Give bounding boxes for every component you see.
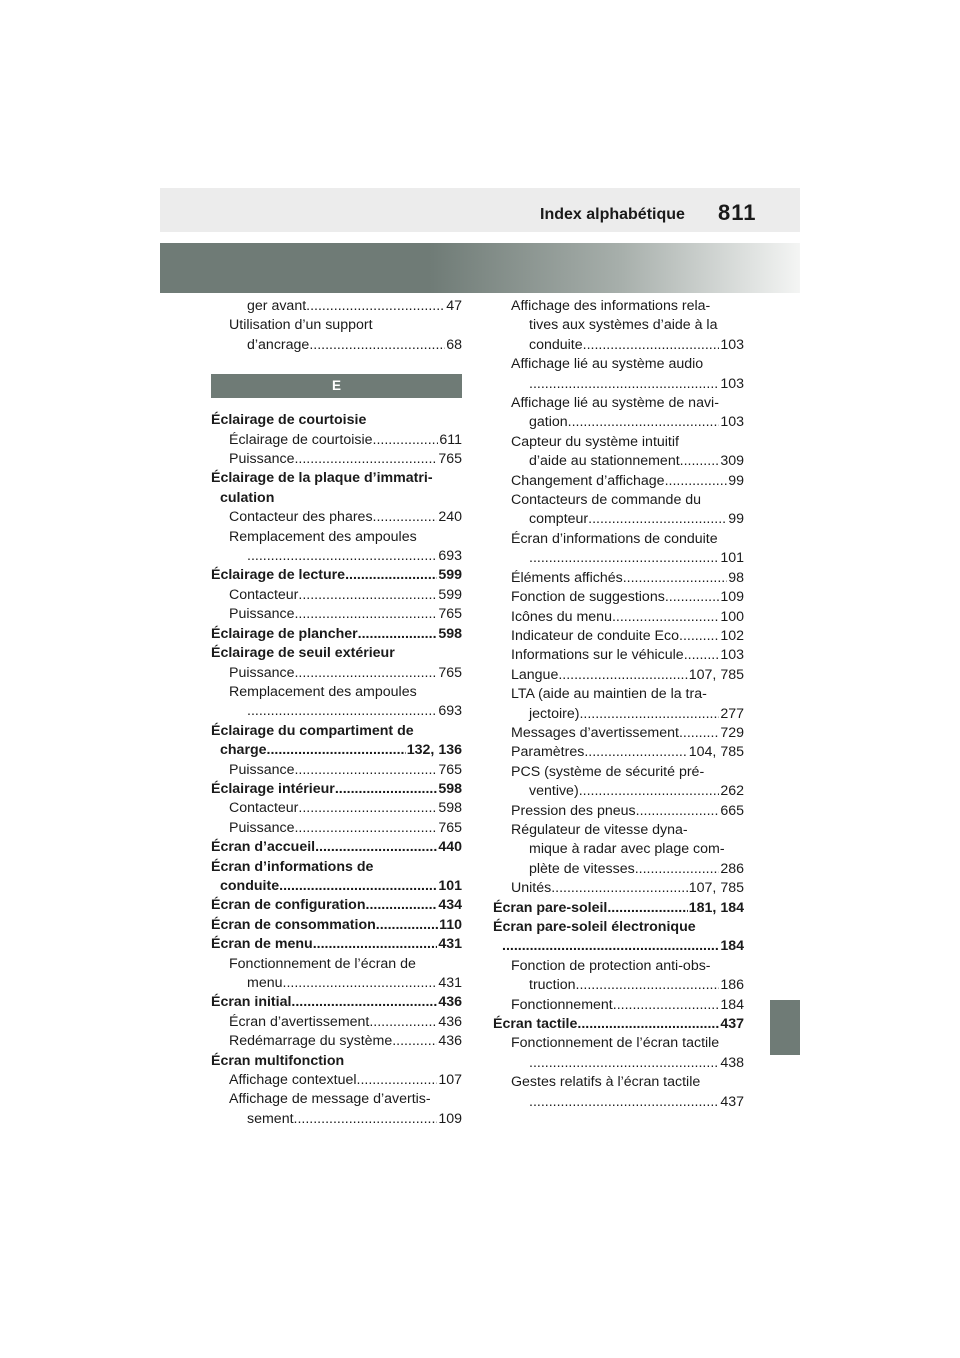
index-entry-text: Éclairage de plancher <box>211 625 358 642</box>
index-entry-text: Écran de menu <box>211 936 313 953</box>
dot-leader <box>294 605 437 624</box>
page-reference: 611 <box>439 431 462 448</box>
index-entry <box>493 802 744 821</box>
index-entry <box>211 316 462 335</box>
index-entry <box>211 625 462 644</box>
index-entry <box>211 858 462 877</box>
index-entry-text: Puissance <box>229 761 295 778</box>
index-entry <box>211 955 462 974</box>
dot-leader <box>579 705 719 724</box>
index-entry <box>211 566 462 585</box>
page-reference: 765 <box>438 761 462 778</box>
index-entry-text: plète de vitesses <box>529 860 635 877</box>
index-entry <box>211 489 462 508</box>
index-entry <box>493 413 744 432</box>
page-reference: 599 <box>438 567 462 584</box>
dot-leader <box>684 646 720 665</box>
index-entry-text: ventive) <box>529 783 579 800</box>
dot-leader <box>607 899 687 918</box>
index-entry-text: d’ancrage <box>247 336 310 353</box>
index-entry <box>493 840 744 859</box>
index-entry <box>493 743 744 762</box>
dot-leader <box>309 336 445 355</box>
index-entry <box>493 705 744 724</box>
index-entry-text: Éclairage du compartiment de <box>211 722 414 739</box>
page-reference: 103 <box>720 336 744 353</box>
page-reference: 693 <box>438 703 462 720</box>
index-entry <box>211 664 462 683</box>
index-entry <box>493 472 744 491</box>
index-entry <box>493 685 744 704</box>
dot-leader <box>298 586 437 605</box>
index-entry-text: conduite <box>220 877 280 894</box>
dot-leader <box>267 741 406 760</box>
index-entry <box>211 508 462 527</box>
dot-leader <box>298 799 437 818</box>
index-entry-text: Écran pare-soleil électronique <box>493 919 696 935</box>
index-entry-text: Écran tactile <box>493 1016 578 1033</box>
index-entry <box>211 528 462 547</box>
index-entry <box>493 588 744 607</box>
index-entry <box>493 666 744 685</box>
dot-leader <box>294 450 437 469</box>
dot-leader <box>247 702 437 721</box>
index-entry <box>211 799 462 818</box>
dot-leader <box>577 1015 719 1034</box>
page-reference: 181, 184 <box>688 899 744 916</box>
index-entry-text: Redémarrage du système <box>229 1033 393 1050</box>
index-entry-text: Changement d’affichage <box>511 472 665 489</box>
dot-leader <box>583 336 720 355</box>
page-reference: 436 <box>438 1013 462 1030</box>
left-column <box>211 297 462 1129</box>
section-letter-bar <box>211 374 462 398</box>
index-entry <box>493 1034 744 1053</box>
page-reference: 434 <box>438 897 462 914</box>
page-reference: 47 <box>446 298 462 314</box>
index-entry <box>493 899 744 918</box>
page-reference: 765 <box>438 606 462 623</box>
page-reference: 438 <box>720 1054 744 1071</box>
dot-leader <box>680 452 720 471</box>
index-entry <box>211 1052 462 1071</box>
index-entry <box>211 450 462 469</box>
page-reference: 100 <box>720 608 744 625</box>
page-reference: 110 <box>439 916 462 933</box>
dot-leader <box>558 666 687 685</box>
index-entry-text: Puissance <box>229 664 295 681</box>
index-entry <box>493 569 744 588</box>
dot-leader <box>612 608 719 627</box>
index-entry <box>493 433 744 452</box>
dot-leader <box>579 782 720 801</box>
index-entry-text: PCS (système de sécurité pré- <box>511 763 705 780</box>
index-entry-text: conduite <box>529 336 583 353</box>
index-entry-text: d’aide au stationnement <box>529 453 680 470</box>
page-reference: 665 <box>720 802 744 819</box>
dot-leader <box>551 879 688 898</box>
dot-leader <box>529 1054 719 1073</box>
index-entry <box>493 608 744 627</box>
index-entry <box>493 879 744 898</box>
page-reference: 309 <box>720 453 744 470</box>
thumb-index-tab <box>770 1000 800 1055</box>
index-entry <box>493 316 744 335</box>
index-entry <box>493 297 744 316</box>
index-entry-text: Écran multifonction <box>211 1052 345 1069</box>
dot-leader <box>529 1093 719 1112</box>
dot-leader <box>373 508 438 527</box>
page-reference: 99 <box>728 511 744 528</box>
dot-leader <box>529 549 719 568</box>
page-reference: 109 <box>438 1110 462 1127</box>
page-reference: 599 <box>438 586 462 603</box>
index-entry <box>211 819 462 838</box>
index-entry-text: gation <box>529 414 568 431</box>
index-entry-text: Éclairage intérieur <box>211 780 335 797</box>
index-entry <box>493 763 744 782</box>
index-entry-text: Éclairage de lecture <box>211 567 346 584</box>
dot-leader <box>358 625 438 644</box>
index-entry-text: Unités <box>511 880 552 897</box>
index-entry-text: Utilisation d’un support <box>229 317 373 334</box>
page-reference: 436 <box>438 994 462 1011</box>
index-entry <box>211 741 462 760</box>
index-entry-text: Écran pare-soleil <box>493 899 608 916</box>
page-reference: 431 <box>438 936 462 953</box>
page-reference: 107, 785 <box>688 666 744 683</box>
dot-leader <box>366 896 438 915</box>
index-entry <box>211 605 462 624</box>
index-entry <box>211 1090 462 1109</box>
index-entry-text: jectoire) <box>529 705 580 722</box>
page-reference: 186 <box>720 977 744 994</box>
dot-leader <box>373 431 439 450</box>
index-entry-text: Puissance <box>229 606 295 623</box>
index-entry-text: Remplacement des ampoules <box>229 528 417 545</box>
index-entry <box>211 1110 462 1129</box>
index-entry <box>211 916 462 935</box>
dot-leader <box>306 297 445 316</box>
page-reference: 765 <box>438 451 462 468</box>
index-entry-text: Fonction de suggestions <box>511 589 665 606</box>
index-entry <box>211 935 462 954</box>
index-entry-text: charge <box>220 742 267 759</box>
dot-leader <box>502 937 719 956</box>
index-entry <box>211 838 462 857</box>
dot-leader <box>576 976 720 995</box>
right-entries <box>493 297 744 1112</box>
index-entry-text: sement <box>247 1110 294 1127</box>
index-entry-text: Écran de consommation <box>211 916 376 933</box>
index-entry-text: Affichage de message d’avertis- <box>229 1091 431 1108</box>
dot-leader <box>291 993 437 1012</box>
page-reference: 431 <box>438 975 462 991</box>
dot-leader <box>613 996 720 1015</box>
page-reference: 98 <box>728 569 744 586</box>
index-entry-text: Écran d’informations de conduite <box>511 530 718 547</box>
index-entry <box>493 782 744 801</box>
page-reference: 765 <box>438 664 462 681</box>
dot-leader <box>679 627 719 646</box>
index-entry-text: truction <box>529 977 576 994</box>
page-reference: 277 <box>720 705 744 722</box>
index-entry-text: Affichage contextuel <box>229 1072 357 1089</box>
index-entry <box>493 646 744 665</box>
dot-leader <box>294 664 437 683</box>
dot-leader <box>376 916 438 935</box>
index-entry-text: tives aux systèmes d’aide à la <box>529 317 718 334</box>
index-entry-text: Contacteurs de commande du <box>511 492 702 509</box>
page-number: 811 <box>718 200 757 225</box>
dot-leader <box>679 724 719 743</box>
index-entry-text: Éclairage de courtoisie <box>229 431 373 448</box>
page-reference: 598 <box>438 800 462 817</box>
index-entry <box>211 336 462 355</box>
index-entry <box>493 1073 744 1092</box>
index-entry-text: Icônes du menu <box>511 608 612 625</box>
index-entry <box>211 974 462 993</box>
index-entry-text: mique à radar avec plage com- <box>529 841 725 858</box>
dot-leader <box>313 935 438 954</box>
dot-leader <box>636 802 720 821</box>
index-entry <box>493 918 744 937</box>
index-entry-text: Fonction de protection anti-obs- <box>511 957 711 974</box>
dot-leader <box>369 1013 437 1032</box>
index-entry-text: Éclairage de la plaque d’immatri- <box>211 470 433 487</box>
dot-leader <box>345 566 437 585</box>
page-reference: 103 <box>720 375 744 392</box>
index-entry-text: Affichage lié au système de navi- <box>511 395 719 412</box>
index-entry-text: Éclairage de courtoisie <box>211 412 367 429</box>
index-entry <box>493 627 744 646</box>
index-entry <box>211 1032 462 1051</box>
index-entry <box>211 780 462 799</box>
page-reference: 101 <box>720 550 744 567</box>
dot-leader <box>568 413 720 432</box>
index-entry <box>493 336 744 355</box>
dot-leader <box>635 860 720 879</box>
index-entry-text: Affichage des informations rela- <box>511 298 711 314</box>
page-reference: 440 <box>438 839 462 856</box>
index-entry <box>211 877 462 896</box>
page-reference: 729 <box>720 724 744 741</box>
page-reference: 99 <box>728 472 744 489</box>
index-entry <box>211 1071 462 1090</box>
dot-leader <box>294 761 437 780</box>
page-reference: 437 <box>720 1093 744 1110</box>
index-entry-text: Fonctionnement de l’écran tactile <box>511 1035 720 1052</box>
index-entry-text: Écran de configuration <box>211 897 366 914</box>
index-entry <box>211 993 462 1012</box>
index-entry <box>211 431 462 450</box>
index-entry <box>493 1015 744 1034</box>
page-reference: 103 <box>720 647 744 664</box>
index-entry <box>493 724 744 743</box>
index-entry-text: Contacteur <box>229 586 299 603</box>
index-entry-text: Gestes relatifs à l’écran tactile <box>511 1074 701 1091</box>
index-entry <box>493 937 744 956</box>
index-entry <box>493 491 744 510</box>
index-entry-text: Langue <box>511 666 559 683</box>
index-entry-text: Éléments affichés <box>511 569 623 586</box>
page-reference: 109 <box>720 589 744 606</box>
index-entry <box>211 683 462 702</box>
index-entry-text: Régulateur de vitesse dyna- <box>511 821 688 838</box>
index-entry <box>493 394 744 413</box>
index-entry-text: Indicateur de conduite Eco <box>511 627 679 644</box>
page-reference: 104, 785 <box>688 744 744 761</box>
index-entry <box>493 1093 744 1112</box>
dot-leader <box>529 375 719 394</box>
page-reference: 184 <box>720 996 744 1013</box>
index-entry <box>493 530 744 549</box>
index-entry-text: Fonctionnement <box>511 996 613 1013</box>
dot-leader <box>315 838 437 857</box>
index-entry <box>493 549 744 568</box>
index-entry-text: Puissance <box>229 819 295 836</box>
page-reference: 436 <box>438 1033 462 1050</box>
page-reference: 132, 136 <box>406 742 462 759</box>
dot-leader <box>392 1032 437 1051</box>
index-entry <box>211 547 462 566</box>
left-top-entries <box>211 297 462 355</box>
section-letter: E <box>331 378 341 394</box>
index-entry <box>211 644 462 663</box>
page-reference: 262 <box>720 783 744 800</box>
index-entry <box>493 996 744 1015</box>
index-entry <box>493 452 744 471</box>
index-entry <box>211 761 462 780</box>
dot-leader <box>283 974 438 993</box>
index-entry-text: Messages d’avertissement <box>511 724 679 741</box>
page-reference: 598 <box>438 780 462 797</box>
index-entry-text: Écran d’accueil <box>211 839 316 856</box>
index-entry <box>211 1013 462 1032</box>
dot-leader <box>623 569 727 588</box>
dot-leader <box>665 588 720 607</box>
index-entry <box>493 355 744 374</box>
index-entry-text: Pression des pneus <box>511 802 636 819</box>
dot-leader <box>247 547 437 566</box>
dot-leader <box>294 1110 438 1129</box>
dot-leader <box>588 510 727 529</box>
header-title: Index alphabétique <box>540 206 685 223</box>
index-entry <box>493 375 744 394</box>
page-reference: 437 <box>720 1016 744 1033</box>
page-reference: 240 <box>438 509 462 526</box>
page-reference: 107, 785 <box>688 880 744 897</box>
page-reference: 765 <box>438 819 462 836</box>
right-column <box>493 297 744 1112</box>
index-entry-text: Affichage lié au système audio <box>511 356 704 373</box>
page-reference: 286 <box>720 860 744 877</box>
index-entry <box>211 702 462 721</box>
dot-leader <box>294 819 437 838</box>
page-reference: 103 <box>720 414 744 431</box>
index-entry <box>493 1054 744 1073</box>
index-entry-text: ger avant <box>247 298 307 314</box>
dot-leader <box>335 780 438 799</box>
index-entry <box>211 297 462 316</box>
index-entry-text: compteur <box>529 511 589 528</box>
index-entry-text: Fonctionnement de l’écran de <box>229 955 416 972</box>
index-entry <box>493 510 744 529</box>
index-entry <box>211 411 462 430</box>
dot-leader <box>357 1071 438 1090</box>
index-entry <box>211 722 462 741</box>
index-entry-text: Capteur du système intuitif <box>511 433 679 450</box>
index-entry-text: Éclairage de seuil extérieur <box>211 645 395 662</box>
page-reference: 693 <box>438 548 462 565</box>
index-entry-text: menu <box>247 975 283 991</box>
index-entry <box>493 957 744 976</box>
page-reference: 102 <box>720 627 744 644</box>
dot-leader <box>584 743 687 762</box>
index-entry-text: Écran d’avertissement <box>229 1013 370 1030</box>
index-entry-text: culation <box>220 489 275 506</box>
page-reference: 68 <box>446 336 462 353</box>
index-entry <box>211 469 462 488</box>
index-entry-text: Puissance <box>229 451 295 468</box>
page-reference: 101 <box>438 877 462 894</box>
dot-leader <box>279 877 437 896</box>
index-entry-text: Paramètres <box>511 744 585 761</box>
index-entry <box>211 586 462 605</box>
index-entry-text: Contacteur <box>229 800 299 817</box>
index-entry-text: Écran initial <box>211 994 292 1011</box>
page-reference: 107 <box>438 1072 462 1089</box>
index-entry <box>493 860 744 879</box>
index-entry-text: Écran d’informations de <box>211 858 374 875</box>
page-reference: 184 <box>720 938 744 955</box>
header-bar <box>160 188 800 232</box>
left-main-entries <box>211 411 462 1129</box>
header-gradient-band <box>160 243 800 293</box>
index-entry-text: LTA (aide au maintien de la tra- <box>511 686 707 703</box>
index-entry <box>493 821 744 840</box>
index-entry-text: Informations sur le véhicule <box>511 647 684 664</box>
dot-leader <box>665 472 728 491</box>
index-entry-text: Contacteur des phares <box>229 509 373 526</box>
index-entry <box>493 976 744 995</box>
page-reference: 598 <box>438 625 462 642</box>
index-entry-text: Remplacement des ampoules <box>229 683 417 700</box>
index-entry <box>211 896 462 915</box>
